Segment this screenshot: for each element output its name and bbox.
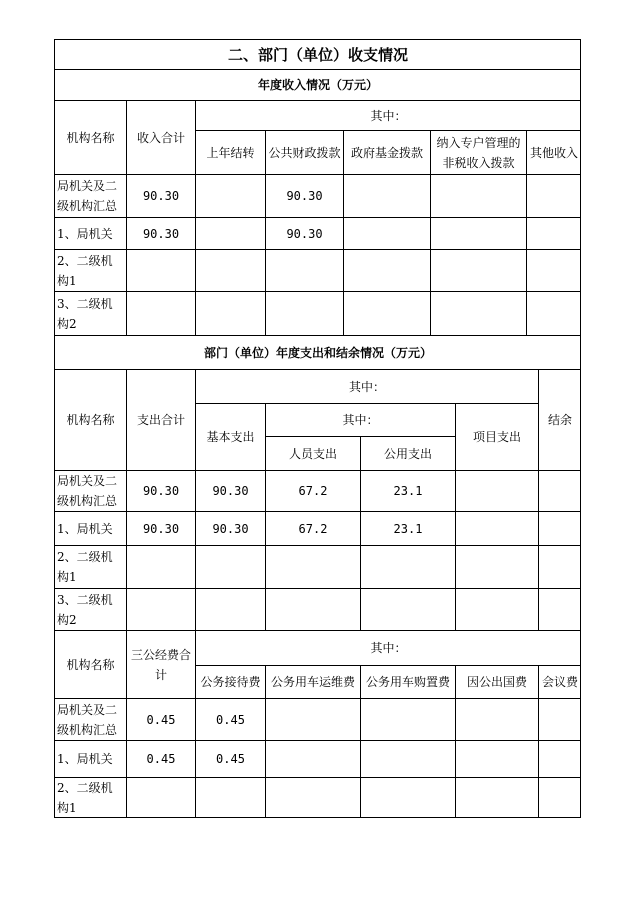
income-row-total	[127, 250, 196, 292]
income-header-col-5: 其他收入	[527, 131, 581, 175]
income-row-name: 1、局机关	[55, 218, 127, 250]
expense-header-project: 项目支出	[456, 404, 539, 471]
expense-header-basic: 基本支出	[196, 404, 266, 471]
income-row-cell	[196, 175, 266, 218]
income-row-name: 2、二级机构1	[55, 250, 127, 292]
three-public-row-cell	[361, 778, 456, 817]
expense-row-basic	[196, 589, 266, 631]
three-public-row-cell	[456, 741, 539, 778]
expense-row-project	[456, 546, 539, 589]
income-row-cell	[431, 218, 527, 250]
income-row-cell	[527, 292, 581, 336]
three-public-row-total: 0.45	[127, 699, 196, 741]
expense-row-basic: 90.30	[196, 512, 266, 546]
expense-row-personnel: 67.2	[266, 471, 361, 512]
three-public-row-cell	[266, 699, 361, 741]
income-row-name: 局机关及二级机构汇总	[55, 175, 127, 218]
expense-row-personnel	[266, 589, 361, 631]
income-row-cell	[196, 292, 266, 336]
three-public-header-col-1: 公务接待费	[196, 666, 266, 699]
three-public-header-among: 其中：	[196, 631, 581, 666]
income-header-org-name: 机构名称	[55, 101, 127, 175]
expense-row-public	[361, 546, 456, 589]
income-row-cell: 90.30	[266, 175, 344, 218]
expense-row-balance	[539, 512, 581, 546]
income-header-col-1: 上年结转	[196, 131, 266, 175]
three-public-row-cell	[539, 778, 581, 817]
expense-header-among: 其中：	[196, 370, 539, 404]
expense-row-name: 3、二级机构2	[55, 589, 127, 631]
three-public-header-col-3: 公务用车购置费	[361, 666, 456, 699]
report-table	[54, 39, 581, 818]
expense-row-total: 90.30	[127, 512, 196, 546]
three-public-row-name: 2、二级机构1	[55, 778, 127, 817]
expense-row-balance	[539, 471, 581, 512]
expense-row-project	[456, 589, 539, 631]
income-header-col-3: 政府基金拨款	[344, 131, 431, 175]
expense-row-name: 局机关及二级机构汇总	[55, 471, 127, 512]
expense-row-personnel: 67.2	[266, 512, 361, 546]
expense-header-personnel: 人员支出	[266, 437, 361, 471]
income-row-total	[127, 292, 196, 336]
income-row-cell	[344, 218, 431, 250]
income-header-col-2: 公共财政拨款	[266, 131, 344, 175]
expense-header-org-name: 机构名称	[55, 370, 127, 471]
expense-row-public	[361, 589, 456, 631]
income-row-cell	[344, 292, 431, 336]
income-row-cell	[266, 250, 344, 292]
expense-header-balance: 结余	[539, 370, 581, 471]
expense-header-among-2: 其中：	[266, 404, 456, 437]
expense-row-name: 2、二级机构1	[55, 546, 127, 589]
expense-row-balance	[539, 546, 581, 589]
expense-row-total	[127, 589, 196, 631]
expense-row-public: 23.1	[361, 471, 456, 512]
three-public-row-total: 0.45	[127, 741, 196, 778]
expense-header-public: 公用支出	[361, 437, 456, 471]
income-header-total: 收入合计	[127, 101, 196, 175]
three-public-row-name: 1、局机关	[55, 741, 127, 778]
three-public-row-cell	[539, 741, 581, 778]
expense-row-name: 1、局机关	[55, 512, 127, 546]
income-row-cell	[527, 218, 581, 250]
expense-row-basic: 90.30	[196, 471, 266, 512]
income-row-cell	[196, 218, 266, 250]
income-row-name: 3、二级机构2	[55, 292, 127, 336]
income-table-title: 年度收入情况（万元）	[55, 70, 581, 101]
three-public-row-cell	[266, 741, 361, 778]
expense-row-basic	[196, 546, 266, 589]
three-public-row-total	[127, 778, 196, 817]
three-public-header-org-name: 机构名称	[55, 631, 127, 699]
income-row-total: 90.30	[127, 218, 196, 250]
three-public-row-name: 局机关及二级机构汇总	[55, 699, 127, 741]
three-public-row-cell: 0.45	[196, 699, 266, 741]
income-row-cell	[527, 175, 581, 218]
income-row-total: 90.30	[127, 175, 196, 218]
three-public-row-cell	[361, 741, 456, 778]
expense-row-total	[127, 546, 196, 589]
income-row-cell	[196, 250, 266, 292]
expense-table-title: 部门（单位）年度支出和结余情况（万元）	[55, 336, 581, 370]
income-header-among: 其中：	[196, 101, 581, 131]
income-header-col-4: 纳入专户管理的非税收入拨款	[431, 131, 527, 175]
three-public-header-col-2: 公务用车运维费	[266, 666, 361, 699]
income-row-cell	[431, 175, 527, 218]
expense-header-total: 支出合计	[127, 370, 196, 471]
income-row-cell: 90.30	[266, 218, 344, 250]
expense-row-personnel	[266, 546, 361, 589]
expense-row-public: 23.1	[361, 512, 456, 546]
three-public-row-cell	[539, 699, 581, 741]
income-row-cell	[431, 292, 527, 336]
three-public-header-total: 三公经费合计	[127, 631, 196, 699]
three-public-header-col-5: 会议费	[539, 666, 581, 699]
three-public-row-cell	[456, 699, 539, 741]
income-row-cell	[266, 292, 344, 336]
expense-row-project	[456, 512, 539, 546]
three-public-row-cell: 0.45	[196, 741, 266, 778]
expense-row-balance	[539, 589, 581, 631]
income-row-cell	[431, 250, 527, 292]
income-row-cell	[527, 250, 581, 292]
three-public-row-cell	[361, 699, 456, 741]
expense-row-total: 90.30	[127, 471, 196, 512]
income-row-cell	[344, 250, 431, 292]
three-public-header-col-4: 因公出国费	[456, 666, 539, 699]
section-title: 二、部门（单位）收支情况	[55, 40, 581, 70]
three-public-row-cell	[266, 778, 361, 817]
three-public-row-cell	[456, 778, 539, 817]
income-row-cell	[344, 175, 431, 218]
three-public-row-cell	[196, 778, 266, 817]
expense-row-project	[456, 471, 539, 512]
